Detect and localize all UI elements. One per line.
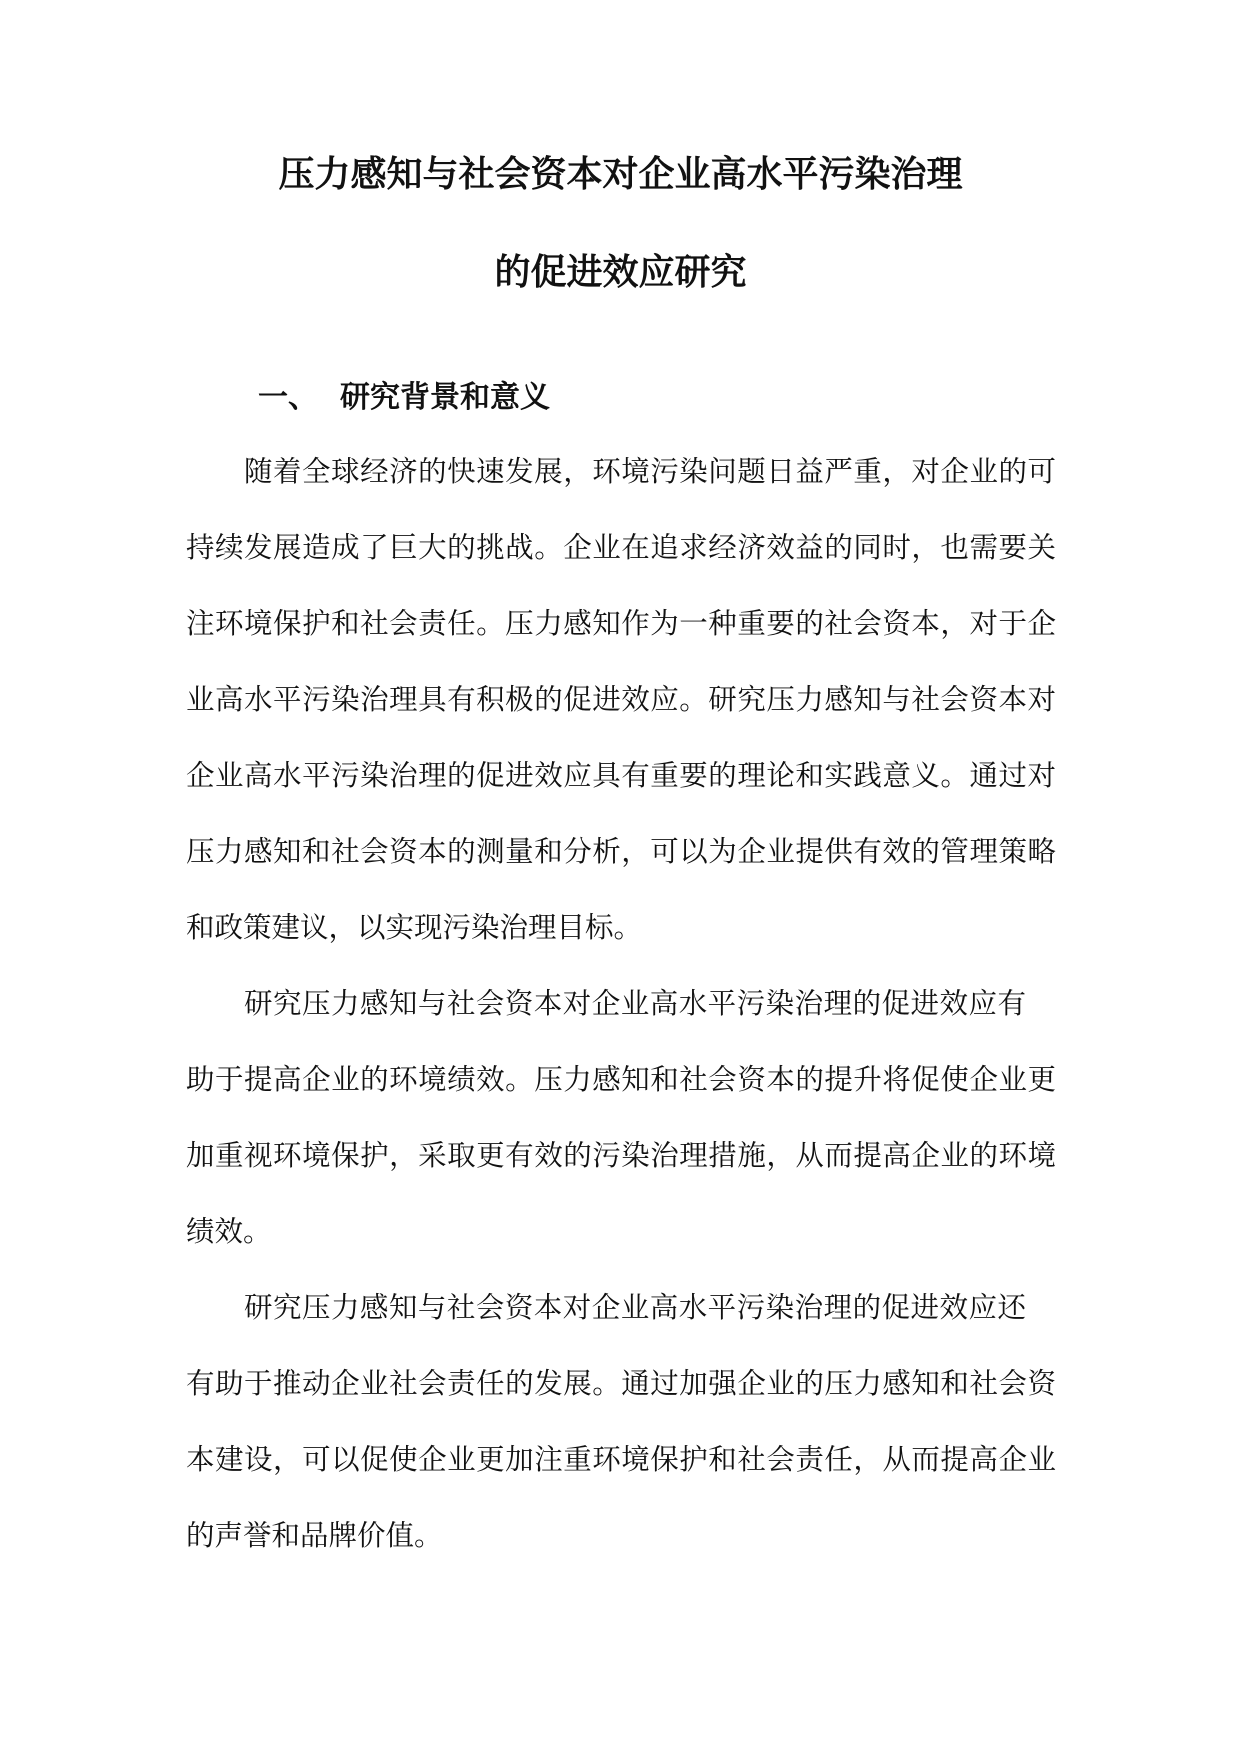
line-text: 本建设，可以促使企业更加注重环境保护和社会责任，从而提高企业 [186, 1443, 1056, 1476]
line-text: 绩效。 [186, 1215, 272, 1248]
line-text: 企业高水平污染治理的促进效应具有重要的理论和实践意义。通过对 [186, 759, 1056, 792]
section-heading [258, 378, 550, 418]
line-text: 研究压力感知与社会资本对企业高水平污染治理的促进效应有 [244, 987, 1026, 1020]
section-title: 研究背景和意义 [340, 380, 550, 415]
line-text: 持续发展造成了巨大的挑战。企业在追求经济效益的同时，也需要关 [186, 531, 1056, 564]
line-text: 压力感知和社会资本的测量和分析，可以为企业提供有效的管理策略 [186, 835, 1056, 868]
section-number: 一、 [258, 380, 318, 415]
line-text: 注环境保护和社会责任。压力感知作为一种重要的社会资本，对于企 [186, 607, 1056, 640]
line-text: 加重视环境保护，采取更有效的污染治理措施，从而提高企业的环境 [186, 1139, 1056, 1172]
line-text: 随着全球经济的快速发展，环境污染问题日益严重，对企业的可 [244, 455, 1056, 488]
line-text: 和政策建议，以实现污染治理目标。 [186, 911, 643, 944]
document-title-line-2: 的促进效应研究 [494, 251, 747, 293]
line-text: 助于提高企业的环境绩效。压力感知和社会资本的提升将促使企业更 [186, 1063, 1056, 1096]
line-text: 有助于推动企业社会责任的发展。通过加强企业的压力感知和社会资 [186, 1367, 1056, 1400]
line-text: 研究压力感知与社会资本对企业高水平污染治理的促进效应还 [244, 1291, 1026, 1324]
line-text: 的声誉和品牌价值。 [186, 1519, 443, 1552]
line-text: 业高水平污染治理具有积极的促进效应。研究压力感知与社会资本对 [186, 683, 1056, 716]
document-title-line-1: 压力感知与社会资本对企业高水平污染治理 [278, 153, 963, 195]
